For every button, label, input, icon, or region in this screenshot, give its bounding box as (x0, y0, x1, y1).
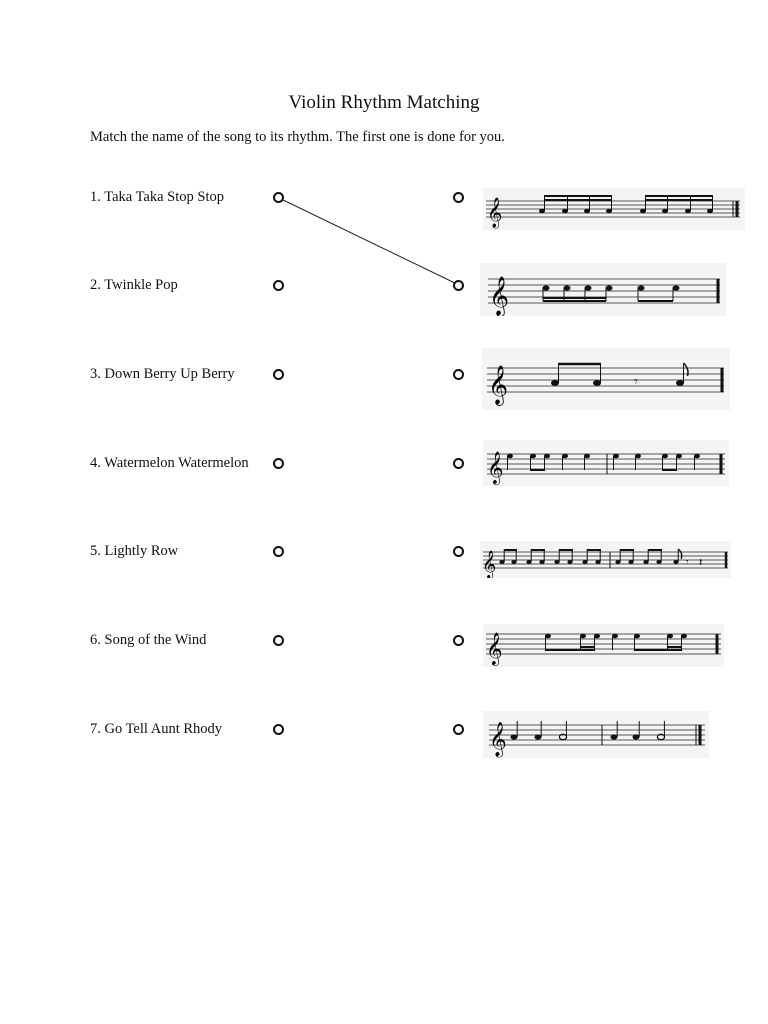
song-label-1: 1. Taka Taka Stop Stop (90, 189, 224, 205)
song-label-7: 7. Go Tell Aunt Rhody (90, 721, 223, 737)
rhythm-connector-dot-3[interactable] (453, 369, 464, 380)
song-connector-dot-4[interactable] (273, 458, 284, 469)
instructions: Match the name of the song to its rhythm. The first one is done for you. (90, 129, 505, 145)
svg-text:𝄽: 𝄽 (699, 556, 703, 569)
song-label-6: 6. Song of the Wind (90, 632, 207, 648)
song-label-5: 5. Lightly Row (90, 543, 179, 559)
song-connector-dot-1[interactable] (273, 192, 284, 203)
rhythm-connector-dot-6[interactable] (453, 635, 464, 646)
svg-text:𝄞: 𝄞 (488, 365, 509, 405)
song-connector-dot-2[interactable] (273, 280, 284, 291)
song-label-4: 4. Watermelon Watermelon (90, 455, 249, 471)
page-title: Violin Rhythm Matching (288, 92, 480, 113)
svg-text:𝄾: 𝄾 (686, 557, 689, 568)
svg-text:𝄞: 𝄞 (487, 198, 503, 228)
svg-text:𝄞: 𝄞 (487, 451, 504, 484)
song-label-2: 2. Twinkle Pop (90, 277, 178, 293)
song-connector-dot-6[interactable] (273, 635, 284, 646)
svg-text:𝄞: 𝄞 (486, 632, 503, 665)
rhythm-connector-dot-7[interactable] (453, 724, 464, 735)
song-connector-dot-5[interactable] (273, 546, 284, 557)
rhythm-connector-dot-2[interactable] (453, 280, 464, 291)
song-connector-dot-7[interactable] (273, 724, 284, 735)
rhythm-connector-dot-4[interactable] (453, 458, 464, 469)
svg-text:𝄞: 𝄞 (489, 276, 510, 316)
rhythm-connector-dot-5[interactable] (453, 546, 464, 557)
svg-text:𝄾: 𝄾 (634, 374, 638, 390)
song-connector-dot-3[interactable] (273, 369, 284, 380)
rhythm-connector-dot-1[interactable] (453, 192, 464, 203)
song-label-3: 3. Down Berry Up Berry (90, 366, 235, 382)
svg-text:𝄞: 𝄞 (482, 550, 497, 578)
svg-text:𝄞: 𝄞 (489, 722, 507, 757)
